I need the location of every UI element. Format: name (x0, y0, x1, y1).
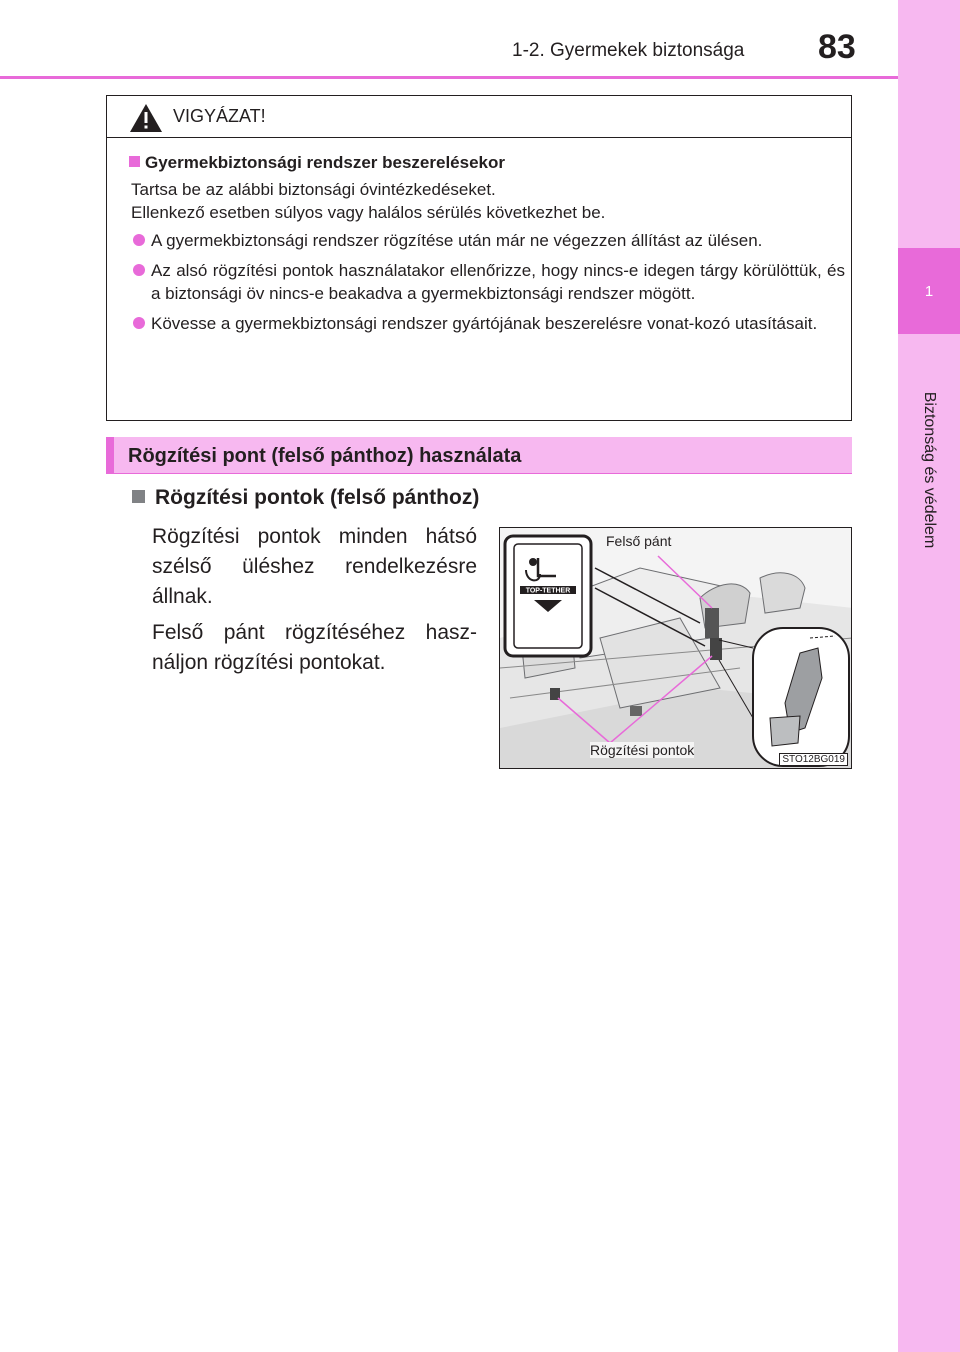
body-paragraph: Felső pánt rögzítéséhez hasz-náljon rögzítési pontokat. (152, 621, 477, 674)
chapter-tab (898, 0, 960, 1352)
section-heading (106, 437, 852, 474)
warning-intro-line2: Ellenkező esetben súlyos vagy halálos sérülés következhet be. (131, 203, 606, 222)
section-accent-bar (106, 437, 114, 474)
square-bullet-icon (132, 490, 145, 503)
running-header: 1-2. Gyermekek biztonsága (512, 40, 745, 61)
subsection-title: Rögzítési pontok (felső pánthoz) (132, 486, 479, 510)
warning-intro-line1: Tartsa be az alábbi biztonsági óvintézkedéseket. (131, 180, 496, 199)
illustration-figure (499, 527, 852, 769)
header-divider (0, 76, 898, 79)
section-title: Rögzítési pont (felső pánthoz) használata (128, 445, 522, 467)
body-paragraph: Rögzítési pontok minden hátsó szélső üléshez rendelkezésre állnak. (152, 525, 477, 608)
chapter-number: 1 (898, 248, 960, 334)
warning-triangle-icon (129, 103, 163, 133)
warning-header (107, 96, 851, 138)
warning-subtitle: Gyermekbiztonsági rendszer beszerelésekor (129, 153, 505, 173)
bullet-dot-icon (133, 317, 145, 329)
badge-text: TOP-TETHER (525, 587, 571, 595)
figure-code: STO12BG019 (779, 753, 848, 766)
list-item: A gyermekbiztonsági rendszer rögzítése után már ne végezzen állítást az ülésen. (133, 229, 845, 252)
figure-label-top-strap: Felső pánt (606, 533, 672, 549)
square-bullet-icon (129, 156, 140, 167)
warning-list (133, 229, 845, 342)
warning-box (106, 95, 852, 421)
list-item: Kövesse a gyermekbiztonsági rendszer gyártójának beszerelésre vonat-kozó utasításait. (133, 312, 845, 335)
seat-anchor-illustration (500, 528, 852, 769)
list-item: Az alsó rögzítési pontok használatakor ellenőrizze, hogy nincs-e idegen tárgy körülöttük, és a biztonsági öv nincs-e beakadva a gyermekbiztonsági rendszer mögött. (133, 259, 845, 305)
bullet-dot-icon (133, 264, 145, 276)
chapter-title: Biztonság és védelem (921, 391, 938, 549)
figure-label-anchor-points: Rögzítési pontok (590, 742, 695, 758)
page-number: 83 (818, 28, 856, 66)
bullet-dot-icon (133, 234, 145, 246)
warning-title: VIGYÁZAT! (173, 106, 266, 126)
